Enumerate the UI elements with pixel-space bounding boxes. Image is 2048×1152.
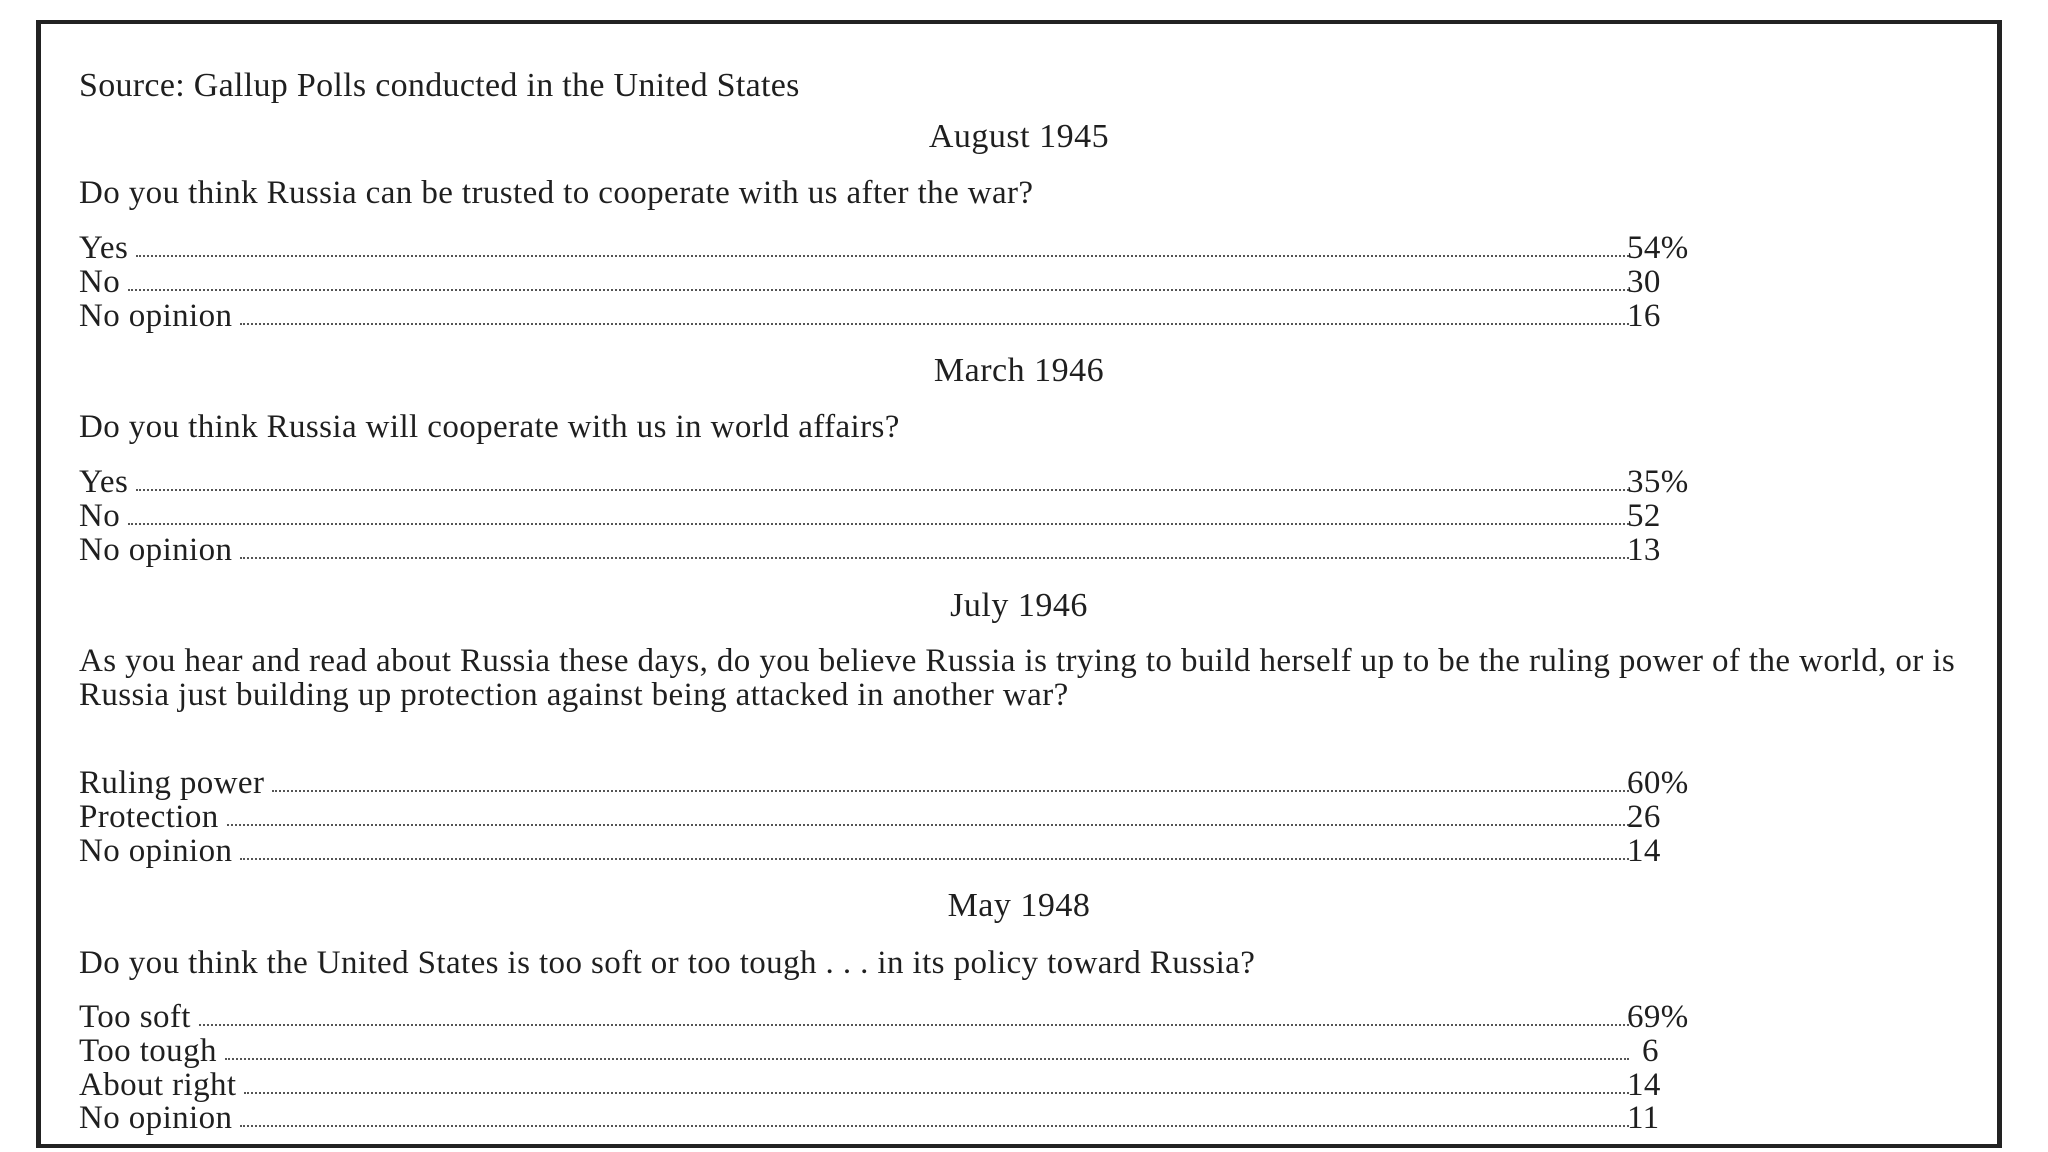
- answer-value: 14: [1627, 833, 1661, 869]
- answer-label: No: [79, 498, 121, 534]
- answer-label: Protection: [79, 799, 219, 835]
- answer-label: About right: [79, 1067, 237, 1103]
- dot-leader: [244, 1092, 1629, 1094]
- dot-leader: [240, 557, 1629, 559]
- answer-row: [79, 265, 1629, 299]
- dot-leader: [240, 323, 1629, 325]
- answer-value: 11: [1627, 1100, 1660, 1136]
- answer-label: Yes: [79, 230, 129, 266]
- poll-question: Do you think Russia will cooperate with us in world affairs?: [79, 409, 900, 445]
- answer-label: No: [79, 264, 121, 300]
- answer-row: [79, 1000, 1629, 1034]
- answer-value: 14: [1627, 1067, 1661, 1103]
- dot-leader: [128, 289, 1629, 291]
- dot-leader: [240, 858, 1629, 860]
- answer-value: 16: [1627, 298, 1661, 334]
- dot-leader: [225, 1058, 1629, 1060]
- poll-question: Do you think the United States is too soft or too tough . . . in its policy toward Russia?: [79, 945, 1256, 981]
- answer-label: Too soft: [79, 999, 191, 1035]
- answer-value: 60%: [1627, 765, 1689, 801]
- answer-row: [79, 1101, 1629, 1135]
- dot-leader: [136, 255, 1629, 257]
- answer-label: No opinion: [79, 298, 233, 334]
- answer-label: No opinion: [79, 532, 233, 568]
- answer-row: [79, 800, 1629, 834]
- answer-row: [79, 766, 1629, 800]
- answer-value: 54%: [1627, 230, 1689, 266]
- poll-date-heading: March 1946: [933, 352, 1105, 389]
- answer-row: [79, 465, 1629, 499]
- answer-label: No opinion: [79, 1100, 233, 1136]
- answer-row: [79, 533, 1629, 567]
- answer-label: Yes: [79, 464, 129, 500]
- answer-row: [79, 834, 1629, 868]
- poll-question: As you hear and read about Russia these days, do you believe Russia is trying to build herself up to be the ruling power of the world, or is Russia just building up protection against being attacked in another war?: [79, 643, 1956, 713]
- poll-question: Do you think Russia can be trusted to cooperate with us after the war?: [79, 175, 1034, 211]
- answer-row: [79, 231, 1629, 265]
- answer-label: No opinion: [79, 833, 233, 869]
- dot-leader: [272, 790, 1629, 792]
- answer-value: 6: [1642, 1033, 1659, 1069]
- answer-row: [79, 1068, 1629, 1102]
- source-line: Source: Gallup Polls conducted in the United States: [79, 67, 800, 104]
- answer-value: 30: [1627, 264, 1661, 300]
- poll-date-heading: August 1945: [928, 118, 1110, 155]
- answer-row: [79, 1034, 1629, 1068]
- dot-leader: [240, 1125, 1629, 1127]
- document-frame: [36, 20, 2002, 1148]
- dot-leader: [128, 523, 1629, 525]
- answer-value: 52: [1627, 498, 1661, 534]
- dot-leader: [136, 489, 1629, 491]
- answer-value: 13: [1627, 532, 1661, 568]
- poll-date-heading: May 1948: [947, 887, 1091, 924]
- answer-row: [79, 299, 1629, 333]
- answer-row: [79, 499, 1629, 533]
- answer-value: 35%: [1627, 464, 1689, 500]
- dot-leader: [227, 824, 1629, 826]
- answer-value: 69%: [1627, 999, 1689, 1035]
- answer-value: 26: [1627, 799, 1661, 835]
- answer-label: Ruling power: [79, 765, 265, 801]
- poll-date-heading: July 1946: [950, 587, 1088, 624]
- dot-leader: [199, 1024, 1629, 1026]
- answer-label: Too tough: [79, 1033, 217, 1069]
